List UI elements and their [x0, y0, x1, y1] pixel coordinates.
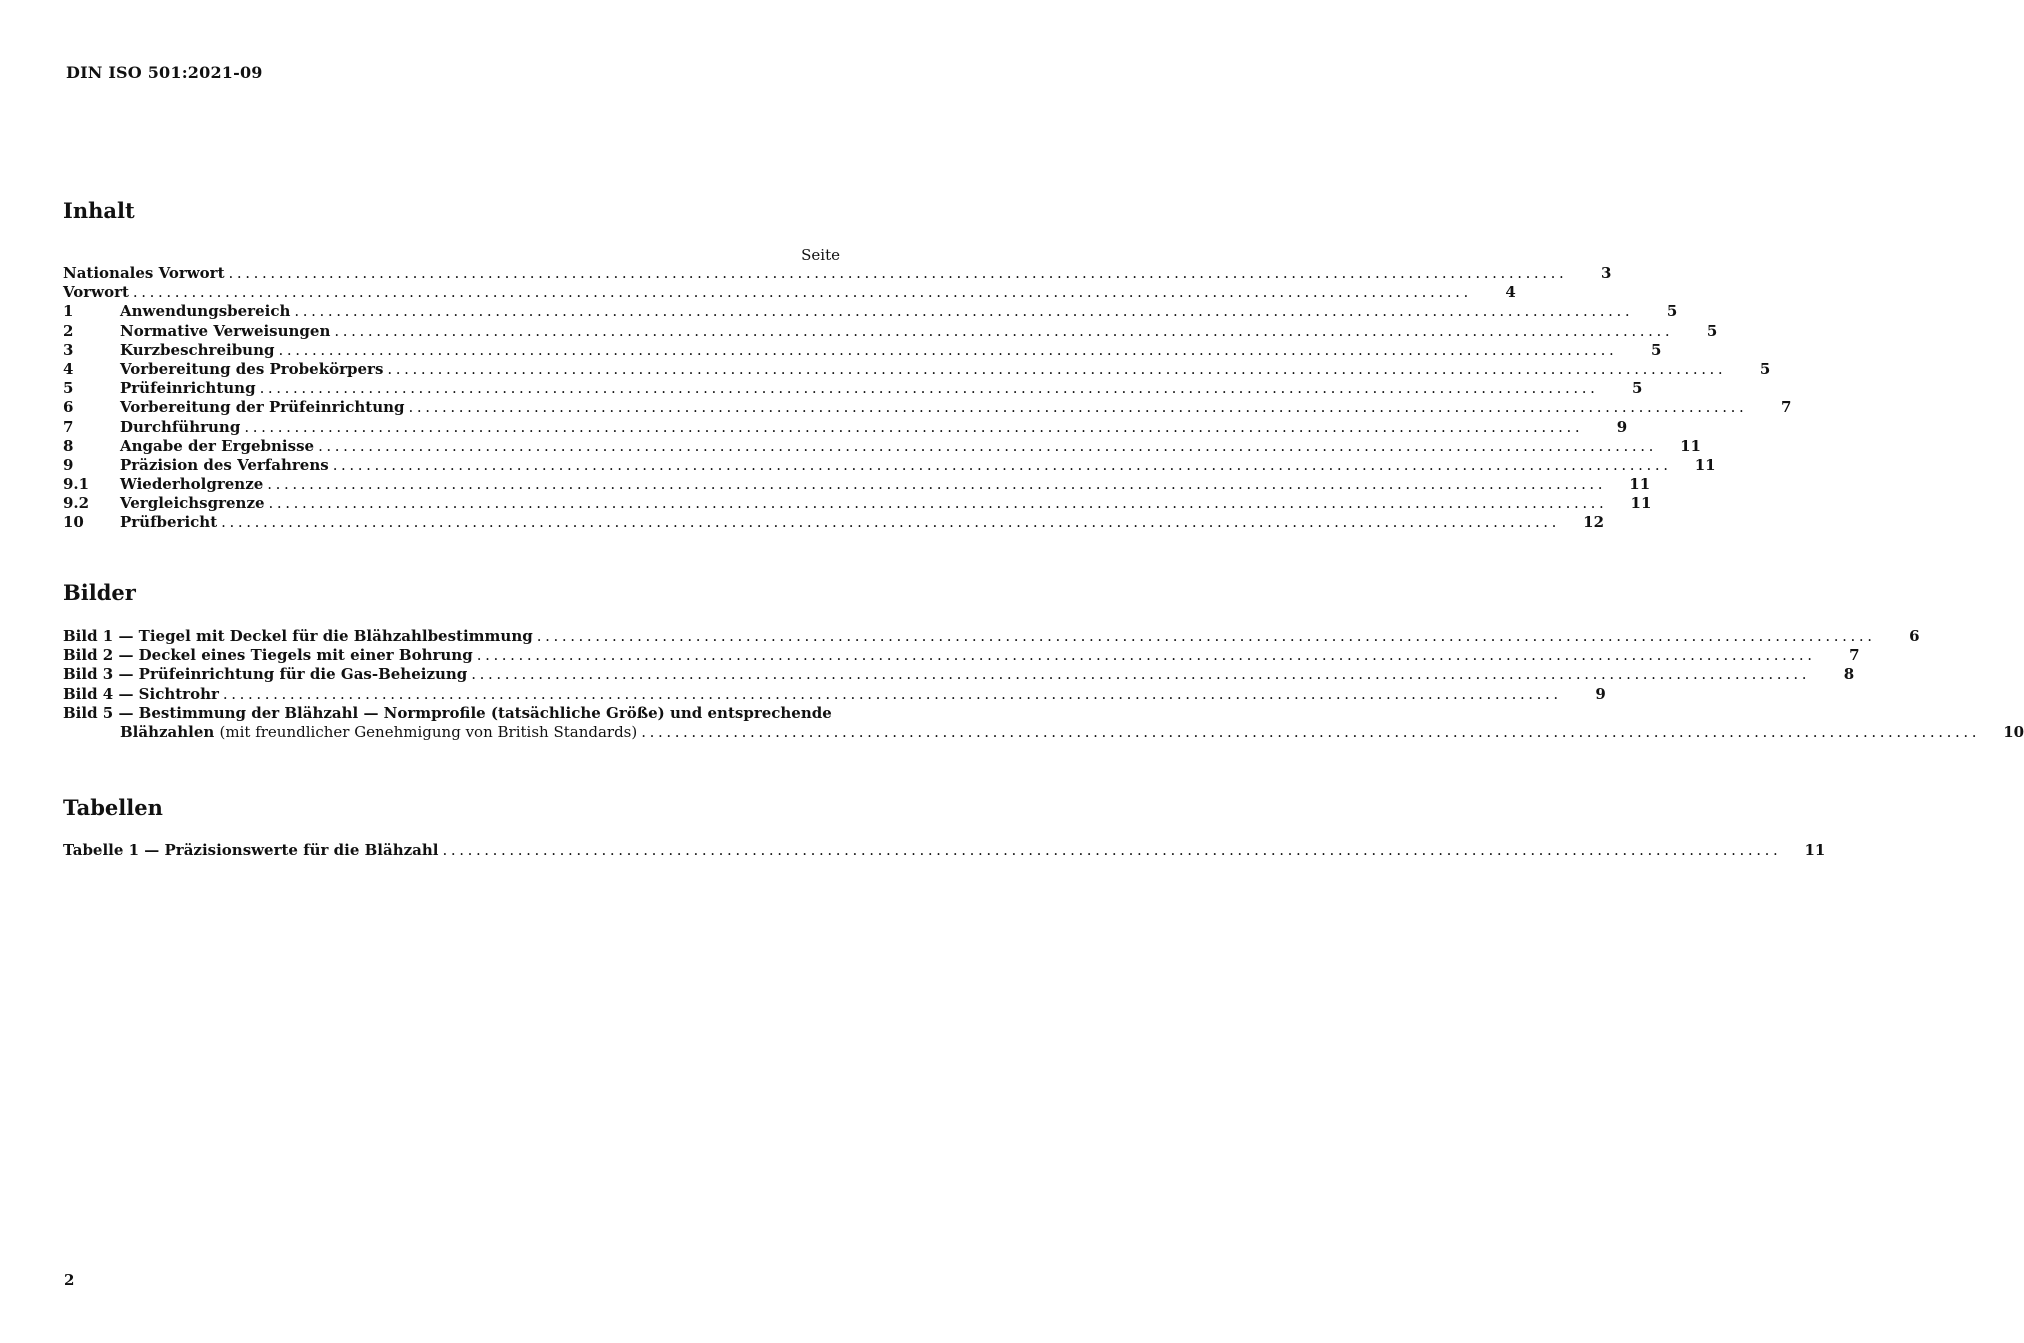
figure-5-label-bold: Blähzahlen — [120, 722, 215, 741]
toc-entry-label: Nationales Vorwort — [63, 264, 225, 282]
dot-leader: ................................................................................................................................................................ — [536, 627, 1876, 645]
toc-section-number: 1 — [63, 302, 74, 321]
toc-entry-figure[interactable] — [63, 665, 1855, 684]
figures-heading: Bilder — [63, 580, 136, 605]
toc-page-number: 9 — [1595, 684, 1606, 703]
toc-page-number: 5 — [1706, 321, 1718, 340]
toc-entry-label: Vorbereitung des Probekörpers — [120, 359, 384, 378]
dot-leader: ................................................................................................................................................................ — [471, 665, 1811, 684]
toc-section-number: 7 — [63, 417, 74, 436]
toc-page-number: 5 — [1666, 302, 1678, 321]
toc-entry[interactable] — [63, 379, 1643, 398]
toc-entry[interactable] — [63, 475, 1651, 494]
toc-page-number: 12 — [1583, 513, 1605, 532]
toc-entry-label: Wiederholgrenze — [120, 475, 264, 494]
toc-entry[interactable] — [63, 264, 1612, 283]
document-id: DIN ISO 501:2021-09 — [66, 63, 263, 82]
dot-leader: ................................................................................................................................................................ — [332, 455, 1672, 474]
page-number: 2 — [64, 1271, 75, 1289]
toc-page-number: 11 — [1804, 841, 1826, 859]
toc-entry-label: Kurzbeschreibung — [120, 340, 275, 359]
dot-leader: ................................................................................................................................................................ — [267, 475, 1607, 494]
toc-section-number: 9.1 — [63, 475, 90, 494]
toc-entry[interactable] — [63, 302, 1678, 321]
toc-entry[interactable] — [63, 398, 1792, 417]
toc-entry-figure-5-line1[interactable]: Bild 5 — Bestimmung der Blähzahl — Normprofile (tatsächliche Größe) und entsprechende — [63, 703, 832, 722]
toc-page-number: 7 — [1780, 398, 1792, 417]
toc-section-number: 10 — [63, 513, 84, 532]
toc-entry-label: Prüfbericht — [120, 513, 218, 532]
toc-entry[interactable] — [63, 321, 1718, 341]
toc-page-number: 11 — [1680, 436, 1701, 455]
toc-entry[interactable] — [63, 494, 1652, 513]
dot-leader: ................................................................................................................................................................ — [641, 722, 1981, 741]
toc-entry-label: Bild 4 — Sichtrohr — [63, 684, 219, 703]
toc-page-number: 3 — [1600, 264, 1612, 282]
toc-section-number: 8 — [63, 436, 74, 455]
toc-entry-label: Prüfeinrichtung — [120, 379, 256, 398]
toc-entry[interactable] — [63, 455, 1716, 475]
toc-page-number: 5 — [1759, 359, 1771, 378]
toc-entry-label: Angabe der Ergebnisse — [120, 436, 315, 455]
dot-leader: ................................................................................................................................................................ — [294, 302, 1634, 321]
toc-entry[interactable] — [63, 283, 1516, 302]
toc-entry-label: Anwendungsbereich — [120, 302, 291, 321]
tables-heading: Tabellen — [63, 795, 163, 820]
dot-leader: ................................................................................................................................................................ — [244, 417, 1584, 436]
toc-page-number: 7 — [1849, 646, 1860, 665]
dot-leader: ................................................................................................................................................................ — [268, 494, 1608, 513]
dot-leader: ................................................................................................................................................................ — [221, 513, 1561, 532]
toc-section-number: 5 — [63, 379, 74, 398]
table-of-contents — [63, 264, 1792, 533]
dot-leader: ................................................................................................................................................................ — [278, 340, 1618, 359]
dot-leader: ................................................................................................................................................................ — [408, 398, 1748, 417]
dot-leader: ................................................................................................................................................................ — [387, 359, 1727, 378]
toc-entry-label: Bild 3 — Prüfeinrichtung für die Gas-Beheizung — [63, 665, 468, 684]
toc-entry[interactable] — [63, 513, 1605, 532]
toc-entry-label: Bild 2 — Deckel eines Tiegels mit einer Bohrung — [63, 646, 473, 665]
toc-section-number: 9.2 — [63, 494, 90, 513]
toc-entry-label: Vorbereitung der Prüfeinrichtung — [120, 398, 405, 417]
toc-page-number: 11 — [1630, 494, 1652, 513]
toc-page-number: 11 — [1694, 455, 1716, 474]
toc-entry-label: Normative Verweisungen — [120, 321, 331, 340]
dot-leader: ................................................................................................................................................................ — [259, 379, 1599, 398]
toc-page-number: 5 — [1650, 340, 1662, 359]
toc-page-number: 8 — [1843, 665, 1855, 684]
figure-5-label-normal: (mit freundlicher Genehmigung von British Standards) — [219, 722, 638, 741]
toc-page-number: 5 — [1632, 379, 1643, 398]
toc-entry-label: Bild 1 — Tiegel mit Deckel für die Blähzahlbestimmung — [63, 627, 533, 645]
list-of-figures — [63, 627, 2024, 742]
toc-page-number: 10 — [2003, 722, 2024, 741]
toc-section-number: 4 — [63, 359, 74, 378]
toc-page-number: 11 — [1629, 475, 1651, 494]
toc-section-number: 2 — [63, 321, 74, 340]
toc-entry-figure[interactable] — [63, 684, 1606, 704]
toc-entry-label: Durchführung — [120, 417, 241, 436]
toc-entry[interactable] — [63, 359, 1771, 379]
dot-leader: ................................................................................................................................................................ — [318, 436, 1657, 455]
dot-leader: ................................................................................................................................................................ — [222, 684, 1562, 703]
dot-leader: ................................................................................................................................................................ — [228, 264, 1568, 282]
toc-section-number: 9 — [63, 455, 74, 474]
toc-entry-table[interactable] — [63, 841, 1826, 860]
toc-page-number: 4 — [1505, 283, 1516, 302]
toc-entry[interactable] — [63, 436, 1701, 456]
toc-entry[interactable] — [63, 417, 1628, 437]
list-of-tables — [63, 841, 1826, 860]
dot-leader: ................................................................................................................................................................ — [476, 646, 1816, 665]
contents-heading: Inhalt — [63, 198, 135, 223]
toc-entry-label: Vergleichsgrenze — [120, 494, 265, 513]
toc-section-number: 6 — [63, 398, 74, 417]
toc-section-number: 3 — [63, 340, 74, 359]
toc-entry-figure[interactable] — [63, 627, 1920, 646]
toc-entry[interactable] — [63, 340, 1662, 360]
toc-entry-label: Tabelle 1 — Präzisionswerte für die Blähzahl — [63, 841, 439, 859]
toc-page-number: 9 — [1616, 417, 1628, 436]
toc-page-number: 6 — [1909, 627, 1920, 645]
page-column-label: Seite — [801, 246, 840, 264]
dot-leader: ................................................................................................................................................................ — [334, 321, 1674, 340]
toc-entry-label: Vorwort — [63, 283, 129, 302]
dot-leader: ................................................................................................................................................................ — [132, 283, 1472, 302]
toc-entry-figure-5-line2[interactable] — [63, 722, 2024, 742]
toc-entry-label: Präzision des Verfahrens — [120, 455, 329, 474]
toc-entry-figure[interactable] — [63, 646, 1860, 665]
dot-leader: ................................................................................................................................................................ — [442, 841, 1782, 859]
